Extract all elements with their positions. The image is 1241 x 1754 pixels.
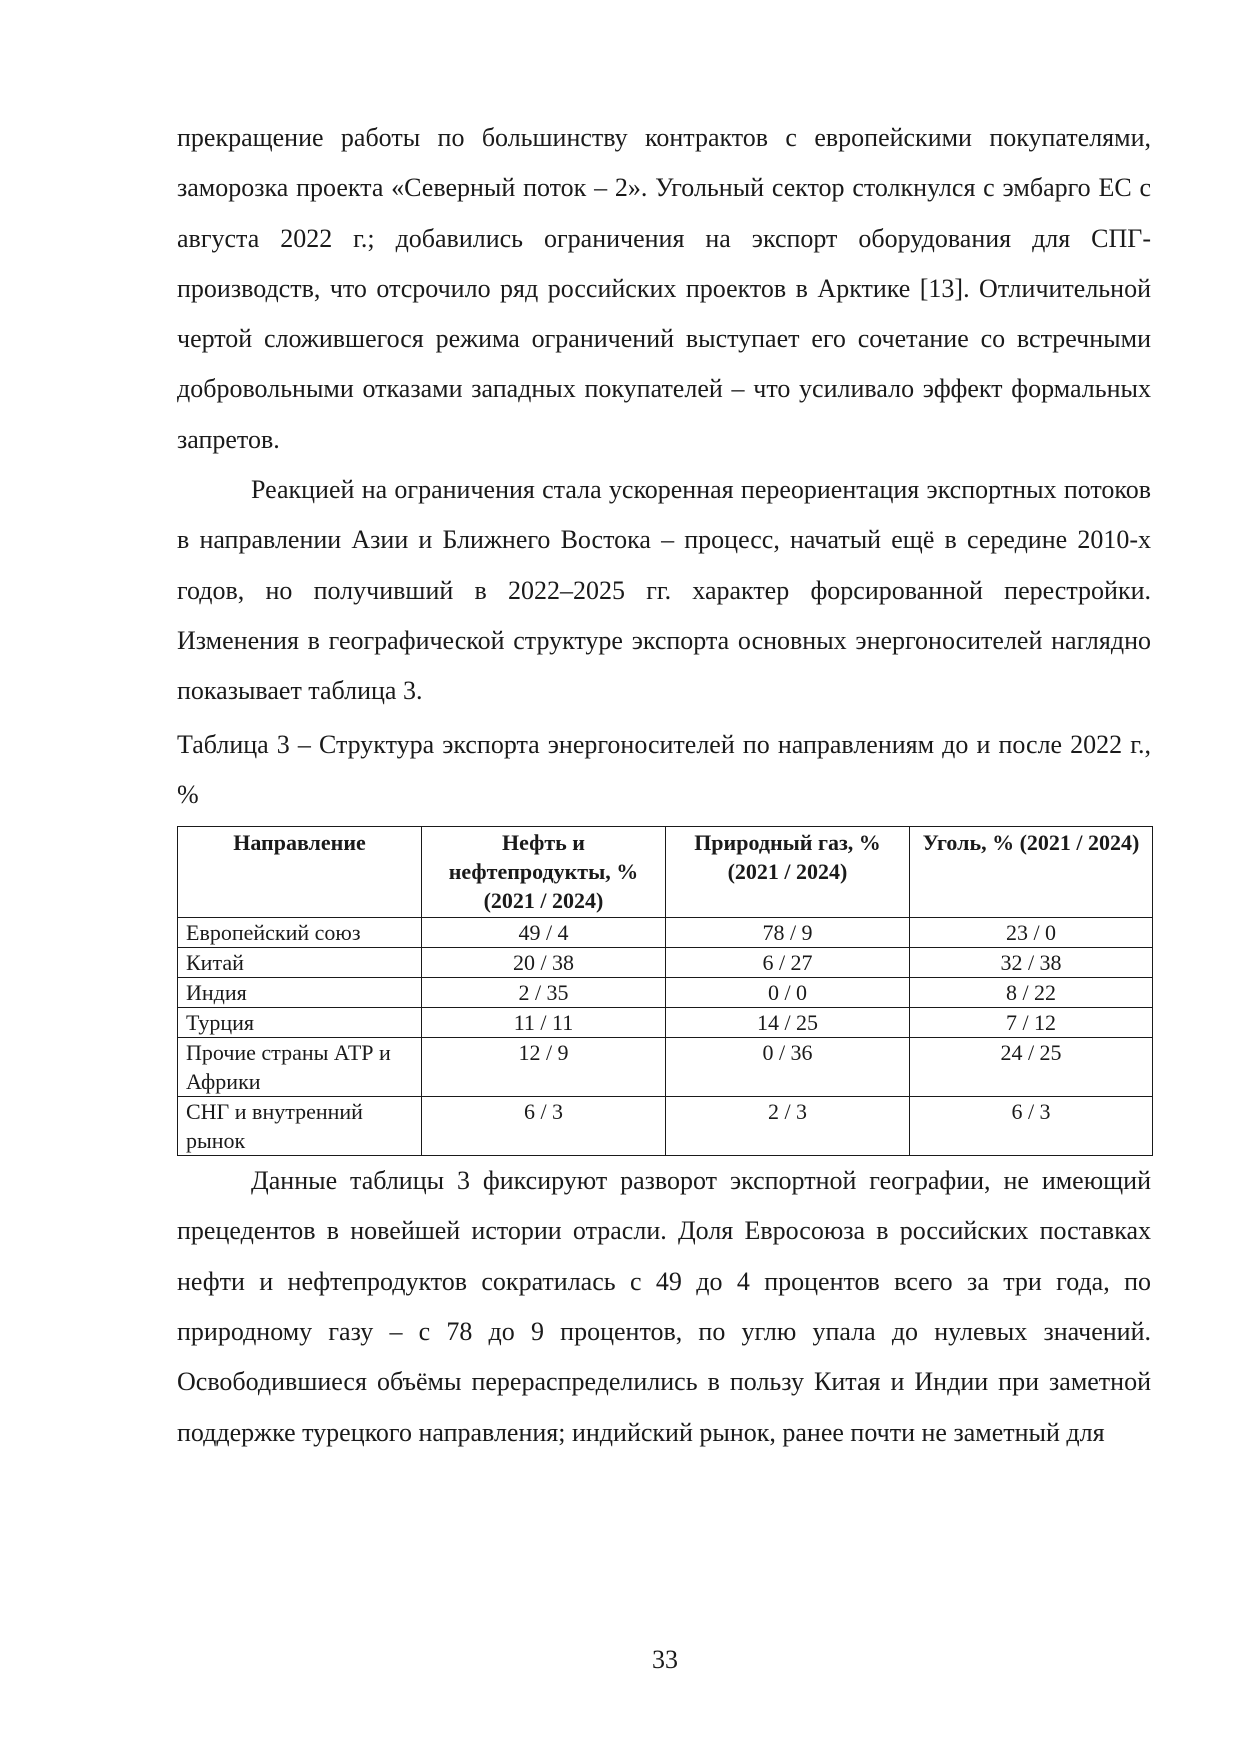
table-caption: Таблица 3 – Структура экспорта энергоносителей по направлениям до и после 2022 г., % [177,729,1151,809]
table-row [178,978,1153,1008]
table-cell-gas: 0 / 0 [666,978,910,1008]
table-row [178,1038,1153,1097]
page-number: 33 [652,1645,678,1674]
table-cell-coal: 7 / 12 [910,1008,1153,1038]
table-cell-direction: Европейский союз [178,918,422,948]
table-cell-direction: Индия [178,978,422,1008]
table-cell-oil: 6 / 3 [422,1097,666,1156]
table-cell-coal: 6 / 3 [910,1097,1153,1156]
body-paragraph: Данные таблицы 3 фиксируют разворот экспортной географии, не имеющий прецедентов в новейшей истории отрасли. Доля Евросоюза в российских поставках нефти и нефтепродуктов сократилась с 49 до 4 процентов всего за три года, по природному газу – с 78 до 9 процентов, по углю упала до нулевых значений. Освободившиеся объёмы перераспределились в пользу Китая и Индии при заметной поддержке турецкого направления; индийский рынок, ранее почти не заметный для [177,1166,1151,1447]
page-body [177,113,1151,1458]
table-cell-oil: 12 / 9 [422,1038,666,1097]
table-cell-oil: 11 / 11 [422,1008,666,1038]
column-header: Направление [178,827,422,918]
table-cell-oil: 49 / 4 [422,918,666,948]
table-cell-direction: СНГ и внутренний рынок [178,1097,422,1156]
column-header: Уголь, % (2021 / 2024) [910,827,1153,918]
table-cell-gas: 0 / 36 [666,1038,910,1097]
table-row [178,1097,1153,1156]
table-cell-gas: 14 / 25 [666,1008,910,1038]
table-cell-oil: 20 / 38 [422,948,666,978]
table-row [178,948,1153,978]
column-header: Природный газ, % (2021 / 2024) [666,827,910,918]
table-cell-oil: 2 / 35 [422,978,666,1008]
table-cell-coal: 32 / 38 [910,948,1153,978]
table-row [178,918,1153,948]
table-cell-direction: Китай [178,948,422,978]
table-cell-gas: 78 / 9 [666,918,910,948]
column-header: Нефть и нефтепродукты, % (2021 / 2024) [422,827,666,918]
table-cell-direction: Турция [178,1008,422,1038]
table-cell-coal: 23 / 0 [910,918,1153,948]
body-paragraph: Реакцией на ограничения стала ускоренная переориентация экспортных потоков в направлении Азии и Ближнего Востока – процесс, начатый ещё в середине 2010-х годов, но получивший в 2022–2025 гг. характер форсированной перестройки. Изменения в географической структуре экспорта основных энергоносителей наглядно показывает таблица 3. [177,475,1151,706]
table-row [178,1008,1153,1038]
table-cell-coal: 8 / 22 [910,978,1153,1008]
table-cell-gas: 2 / 3 [666,1097,910,1156]
body-paragraph: прекращение работы по большинству контрактов с европейскими покупателями, заморозка проекта «Северный поток – 2». Угольный сектор столкнулся с эмбарго ЕС с августа 2022 г.; добавились ограничения на экспорт оборудования для СПГ-производств, что отсрочило ряд российских проектов в Арктике [13]. Отличительной чертой сложившегося режима ограничений выступает его сочетание со встречными добровольными отказами западных покупателей – что усиливало эффект формальных запретов. [177,123,1151,454]
table-cell-direction: Прочие страны АТР и Африки [178,1038,422,1097]
table-header-row [178,827,1153,918]
table-cell-gas: 6 / 27 [666,948,910,978]
table-cell-coal: 24 / 25 [910,1038,1153,1097]
energy-export-table [177,826,1153,1156]
